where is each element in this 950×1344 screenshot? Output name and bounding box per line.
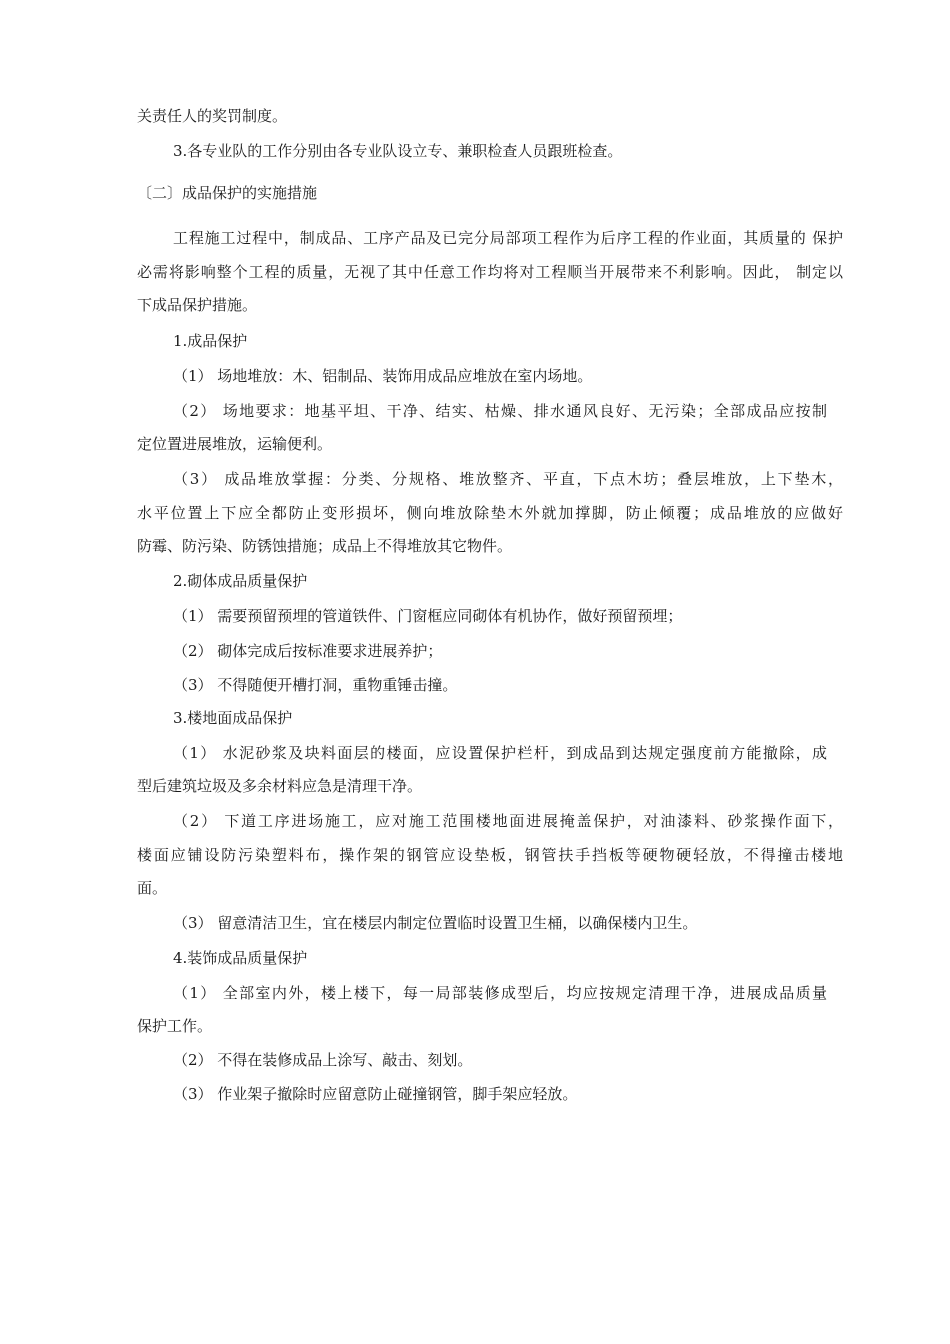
list-item-continuation: 楼面应铺设防污染塑料布，操作架的钢管应设垫板，钢管扶手挡板等硬物硬轻放，不得撞击楼地 (137, 846, 843, 864)
list-item-continuation: 型后建筑垃圾及多余材料应急是清理干净。 (137, 777, 423, 795)
paragraph-line: 下成品保护措施。 (137, 296, 258, 314)
list-item-heading: 3.各专业队的工作分别由各专业队设立专、兼职检查人员跟班检查。 (173, 142, 623, 160)
list-item: （3） 作业架子撤除时应留意防止碰撞钢管，脚手架应轻放。 (173, 1085, 578, 1103)
list-item: （2） 下道工序进场施工，应对施工范围楼地面进展掩盖保护，对油漆料、砂浆操作面下， (173, 812, 843, 830)
section-heading: 〔二〕成品保护的实施措施 (137, 184, 318, 202)
list-item: （1） 水泥砂浆及块料面层的楼面，应设置保护栏杆，到成品到达规定强度前方能撤除，成 (173, 744, 827, 762)
list-item-continuation: 定位置进展堆放，运输便利。 (137, 435, 333, 453)
subsection-heading: 1.成品保护 (173, 332, 248, 350)
list-item: （2） 砌体完成后按标准要求进展养护； (173, 642, 443, 660)
list-item-continuation: 防霉、防污染、防锈蚀措施；成品上不得堆放其它物件。 (137, 537, 513, 555)
list-item: （1） 场地堆放：木、铝制品、装饰用成品应堆放在室内场地。 (173, 367, 593, 385)
text-line: 关责任人的奖罚制度。 (137, 107, 288, 125)
paragraph-line: 必需将影响整个工程的质量，无视了其中任意工作均将对工程顺当开展带来不利影响。因此， 制定以 (137, 263, 843, 281)
paragraph-line: 工程施工过程中，制成品、工序产品及已完分局部项工程作为后序工程的作业面，其质量的 保护 (173, 229, 843, 247)
subsection-heading: 3.楼地面成品保护 (173, 709, 293, 727)
list-item: （2） 场地要求：地基平坦、干净、结实、枯燥、排水通风良好、无污染；全部成品应按制 (173, 402, 827, 420)
list-item: （3） 不得随便开槽打洞，重物重锤击撞。 (173, 676, 458, 694)
list-item: （1） 全部室内外，楼上楼下，每一局部装修成型后，均应按规定清理干净，进展成品质量 (173, 984, 827, 1002)
list-item: （1） 需要预留预埋的管道铁件、门窗框应同砌体有机协作，做好预留预埋； (173, 607, 683, 625)
list-item: （3） 留意清洁卫生，宜在楼层内制定位置临时设置卫生桶，以确保楼内卫生。 (173, 914, 698, 932)
subsection-heading: 4.装饰成品质量保护 (173, 949, 308, 967)
subsection-heading: 2.砌体成品质量保护 (173, 572, 308, 590)
list-item-continuation: 面。 (137, 879, 168, 897)
list-item: （3） 成品堆放掌握：分类、分规格、堆放整齐、平直，下点木坊；叠层堆放，上下垫木， (173, 470, 843, 488)
list-item-continuation: 水平位置上下应全都防止变形损坏，侧向堆放除垫木外就加撑脚，防止倾覆；成品堆放的应做好 (137, 504, 843, 522)
list-item: （2） 不得在装修成品上涂写、敲击、刻划。 (173, 1051, 473, 1069)
list-item-continuation: 保护工作。 (137, 1017, 213, 1035)
